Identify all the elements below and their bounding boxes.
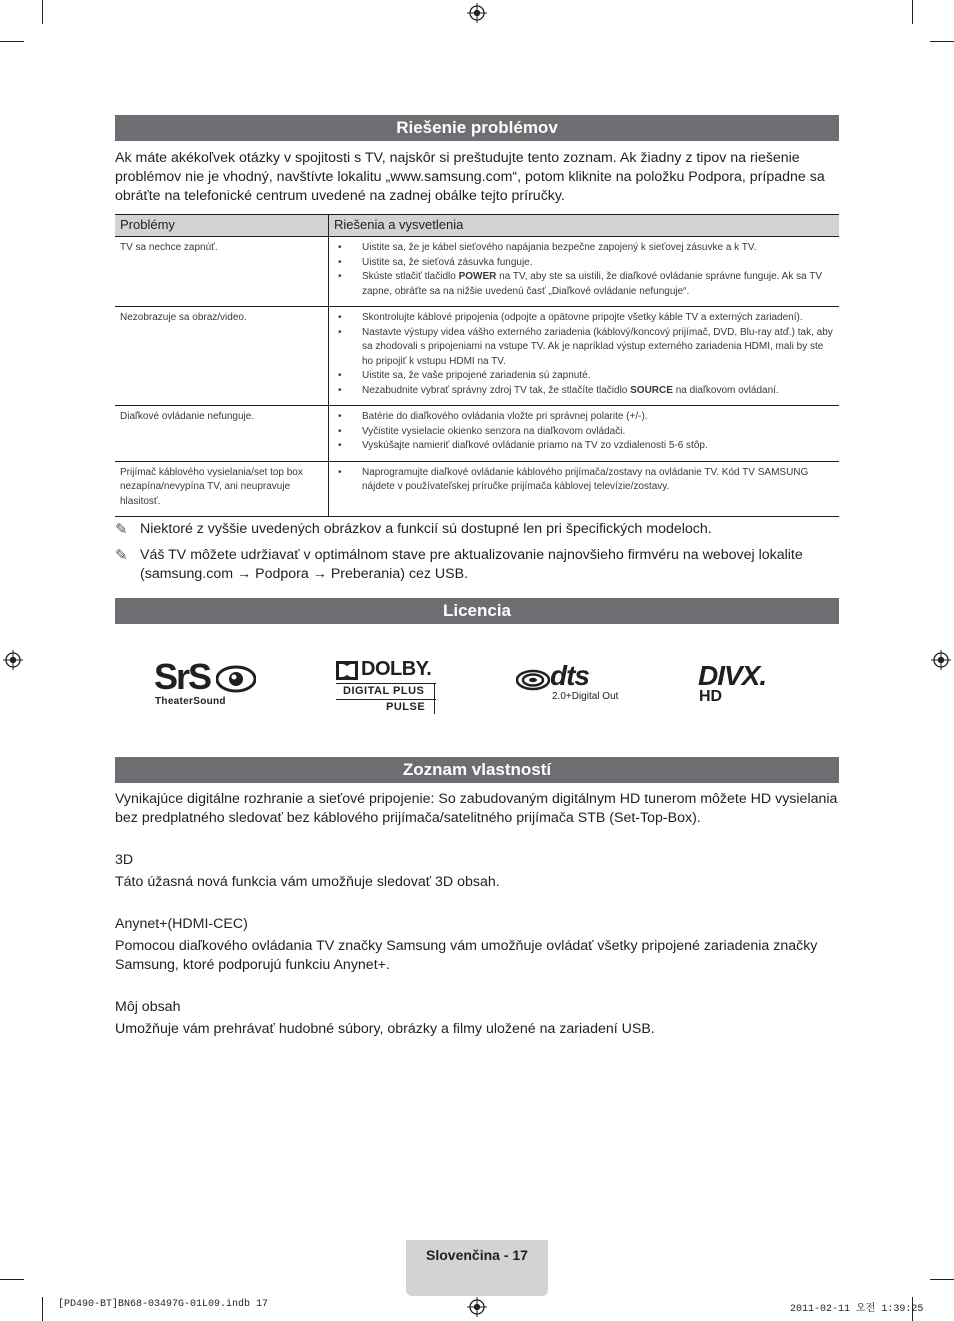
divx-hd-logo	[698, 660, 798, 708]
crop-mark	[42, 0, 43, 24]
crop-mark	[930, 41, 954, 42]
solution-item: • Skúste stlačiť tlačidlo POWER na TV, aby ste sa uistili, že diaľkové ovládanie správne funguje. Ak sa TV zapne, obráťte sa na nižšie uvedenú časť „Diaľkové ovládanie nefunguje“.	[358, 270, 834, 299]
feature-title-3d: 3D	[115, 852, 134, 868]
solution-cell	[329, 406, 840, 462]
problem-cell: TV sa nechce zapnúť.	[115, 237, 329, 307]
dolby-divider	[336, 699, 436, 700]
feature-desc-anynet: Pomocou diaľkového ovládania TV značky Samsung vám umožňuje ovládať všetky pripojené zariadenia značky Samsung, ktoré podporujú funkciu Anynet+.	[115, 938, 818, 973]
note-text: Váš TV môžete udržiavať v optimálnom stave pre aktualizovanie najnovšieho firmvéru na webovej lokalite (samsung.com → Podpora → Preberania) cez USB.	[140, 547, 803, 582]
solution-item: • Batérie do diaľkového ovládania vložte pri správnej polarite (+/-).	[358, 410, 834, 425]
srs-eye-icon	[216, 664, 256, 694]
srs-logo-wordmark: SrS	[154, 656, 211, 697]
feature-title-anynet: Anynet+(HDMI-CEC)	[115, 916, 248, 932]
srs-theatersound-logo	[154, 656, 258, 712]
solution-item: • Skontrolujte káblové pripojenia (odpojte a opätovne pripojte všetky káble TV a externých zariadení).	[358, 311, 834, 326]
registration-mark-icon	[931, 650, 951, 670]
registration-mark-icon	[3, 650, 23, 670]
solution-item: • Vyčistite vysielacie okienko senzora na diaľkovom ovládači.	[358, 425, 834, 440]
crop-mark	[0, 41, 24, 42]
feature-desc-my-content: Umožňuje vám prehrávať hudobné súbory, obrázky a filmy uložené na zariadení USB.	[115, 1021, 655, 1037]
column-header-problems: Problémy	[115, 215, 329, 237]
table-row	[115, 461, 839, 517]
solution-item: • Vyskúšajte namieriť diaľkové ovládanie priamo na TV zo vzdialenosti 5-6 stôp.	[358, 439, 834, 454]
troubleshooting-table	[115, 214, 839, 517]
note-text: Niektoré z vyššie uvedených obrázkov a funkcií sú dostupné len pri špecifických modeloch.	[140, 521, 712, 537]
solution-item: • Uistite sa, že vaše pripojené zariadenia sú zapnuté.	[358, 369, 834, 384]
problem-cell: Diaľkové ovládanie nefunguje.	[115, 406, 329, 462]
srs-logo-subtitle: TheaterSound	[155, 696, 226, 707]
file-info: [PD490-BT]BN68-03497G-01L09.indb 17	[58, 1299, 269, 1310]
registration-mark-icon	[467, 3, 487, 23]
crop-mark	[912, 0, 913, 24]
table-row	[115, 307, 839, 406]
crop-mark	[42, 1297, 43, 1321]
crop-mark	[0, 1279, 24, 1280]
solution-item: • Naprogramujte diaľkové ovládanie káblového prijímača/zostavy na ovládanie TV. Kód TV SAMSUNG nájdete v používateľskej príručke prijímača káblovej televízie/zostavy.	[358, 466, 834, 495]
solution-cell	[329, 307, 840, 406]
problem-cell: Nezobrazuje sa obraz/video.	[115, 307, 329, 406]
dts-logo	[516, 660, 624, 707]
features-intro: Vynikajúce digitálne rozhranie a sieťové pripojenie: So zabudovaným digitálnym HD tunerom môžete HD vysielania bez predplatného sledovať bez káblového prijímača/satelitného prijímača STB (Set-Top-Box).	[115, 791, 838, 826]
dolby-line3: PULSE	[386, 701, 426, 713]
divx-subtitle: HD	[699, 688, 723, 705]
page-number-tab: Slovenčina - 17	[406, 1240, 548, 1296]
pencil-note-icon: ✎	[115, 521, 128, 538]
problem-cell: Prijímač káblového vysielania/set top box nezapína/nevypína TV, ani neupravuje hlasitosť.	[115, 461, 329, 517]
divx-wordmark: DIVX.	[698, 660, 767, 691]
solution-item: • Uistite sa, že je kábel sieťového napájania bezpečne zapojený k sieťovej zásuvke a k TV.	[358, 241, 834, 256]
dolby-divider	[336, 683, 436, 684]
registration-mark-icon	[467, 1297, 487, 1317]
crop-mark	[930, 1279, 954, 1280]
print-timestamp: 2011-02-11 오전 1:39:25	[790, 1304, 924, 1315]
dolby-wordmark: DOLBY.	[361, 658, 432, 680]
dts-swoosh-icon	[516, 669, 550, 691]
troubleshooting-intro: Ak máte akékoľvek otázky v spojitosti s TV, najskôr si preštudujte tento zoznam. Ak žiadny z tipov na riešenie problémov nie je vhodný, navštívte lokalitu „www.samsung.com“, potom kliknite na položku Podpora, prípadne sa obráťte na telefonické centrum uvedené na zadnej obálke tejto príručky.	[115, 150, 825, 204]
dolby-digital-plus-pulse-logo	[336, 660, 440, 714]
column-header-solutions: Riešenia a vysvetlenia	[329, 215, 840, 237]
table-row	[115, 406, 839, 462]
dolby-line2: DIGITAL PLUS	[343, 685, 425, 697]
solution-item: • Nastavte výstupy videa vášho externého zariadenia (káblový/koncový prijímač, DVD, Blu-ray atď.) tak, aby sa zhodovali s pripojeniami na vstupe TV. Ak je napríklad výstup externého zariadenia HDMI, mali by ste ho pripojiť k vstupu HDMI na TV.	[358, 326, 834, 370]
table-row	[115, 237, 839, 307]
pencil-note-icon: ✎	[115, 547, 128, 564]
solution-cell	[329, 461, 840, 517]
feature-title-my-content: Môj obsah	[115, 999, 181, 1015]
dolby-divider	[434, 683, 435, 714]
solution-item: • Uistite sa, že sieťová zásuvka funguje.	[358, 256, 834, 271]
section-title-licence: Licencia	[115, 598, 839, 624]
dolby-double-d-icon	[336, 661, 358, 680]
table-header-row	[115, 215, 839, 237]
dts-subtitle: 2.0+Digital Out	[552, 691, 619, 702]
section-title-features: Zoznam vlastností	[115, 757, 839, 783]
solution-item: • Nezabudnite vybrať správny zdroj TV tak, že stlačíte tlačidlo SOURCE na diaľkovom ovládaní.	[358, 384, 834, 399]
feature-desc-3d: Táto úžasná nová funkcia vám umožňuje sledovať 3D obsah.	[115, 874, 500, 890]
solution-cell	[329, 237, 840, 307]
dts-wordmark: dts	[550, 660, 589, 691]
section-title-troubleshooting: Riešenie problémov	[115, 115, 839, 141]
